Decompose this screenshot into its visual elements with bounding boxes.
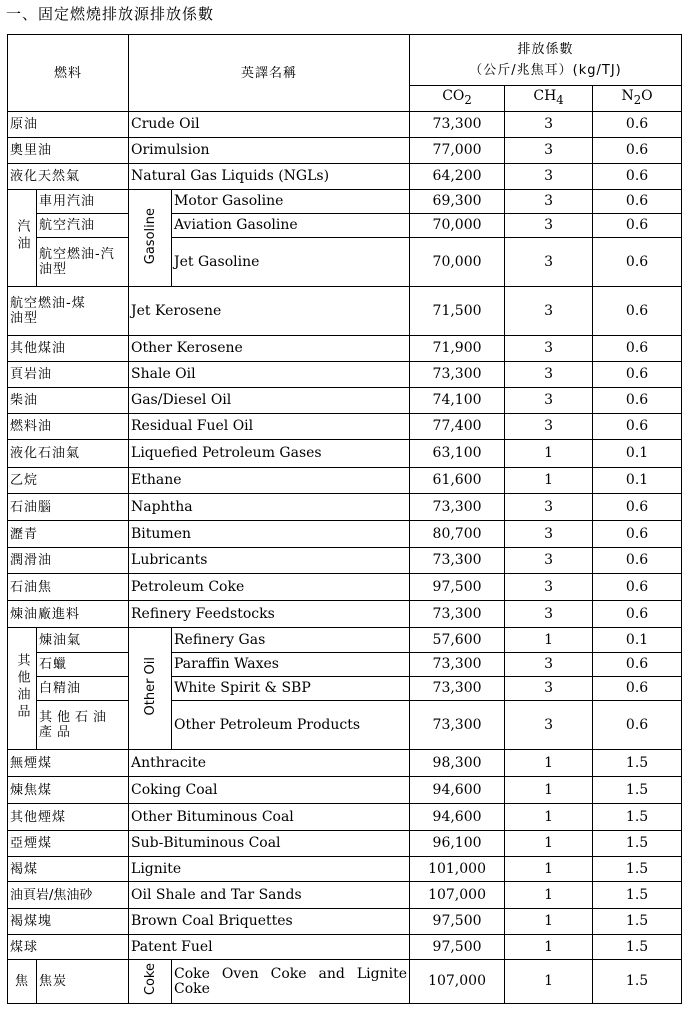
gas-diesel-co2-cell: 74,100 [410,388,505,414]
paraffin-waxes-co2-cell: 73,300 [410,653,505,677]
other-oil-group-en: Other Oil [129,628,172,750]
table-row [8,909,682,935]
gas-diesel-zh-cell: 柴油 [8,388,129,414]
table-row [8,882,682,909]
table-row [8,468,682,494]
patent-fuel-zh-cell: 煤球 [8,935,129,960]
english-name-header: 英譯名稱 [129,35,410,112]
table-row [8,701,682,750]
aviation-gasoline-en-cell: Aviation Gasoline [172,214,410,238]
jet-gasoline-n2o-cell: 0.6 [593,238,682,287]
header-row-1 [8,35,682,86]
table-row [8,601,682,628]
table-row [8,112,682,138]
shale-oil-co2-cell: 73,300 [410,362,505,388]
lubricants-co2-cell: 73,300 [410,548,505,574]
table-row [8,777,682,804]
table-row [8,628,682,653]
table-row [8,677,682,701]
orimulsion-n2o-cell: 0.6 [593,138,682,164]
coking-coal-ch4-cell: 1 [505,777,593,804]
table-row [8,548,682,574]
naphtha-en-cell: Naphtha [129,494,410,521]
ethane-co2-cell: 61,600 [410,468,505,494]
table-row [8,960,682,1004]
lubricants-en-cell: Lubricants [129,548,410,574]
table-row [8,935,682,960]
white-spirit-zh-cell: 白精油 [37,677,129,701]
white-spirit-n2o-cell: 0.6 [593,677,682,701]
patent-fuel-en-cell: Patent Fuel [129,935,410,960]
coke-group-en: Coke [129,960,172,1004]
table-row [8,164,682,190]
coke-oven-n2o-cell: 1.5 [593,960,682,1004]
oil-shale-co2-cell: 107,000 [410,882,505,909]
ethane-ch4-cell: 1 [505,468,593,494]
refinery-feedstocks-n2o-cell: 0.6 [593,601,682,628]
motor-gasoline-co2-cell: 69,300 [410,190,505,214]
other-bituminous-en-cell: Other Bituminous Coal [129,804,410,831]
table-row [8,414,682,440]
ch4-header: $CH_4$ [505,86,593,112]
table-row [8,190,682,214]
bitumen-en-cell: Bitumen [129,521,410,548]
gasoline-group-en: Gasoline [129,190,172,287]
gas-diesel-n2o-cell: 0.6 [593,388,682,414]
other-kerosene-co2-cell: 71,900 [410,336,505,362]
oil-shale-en-cell: Oil Shale and Tar Sands [129,882,410,909]
sub-bituminous-en-cell: Sub-Bituminous Coal [129,831,410,857]
crude-oil-ch4-cell: 3 [505,112,593,138]
orimulsion-ch4-cell: 3 [505,138,593,164]
other-kerosene-zh-cell: 其他煤油 [8,336,129,362]
ngl-n2o-cell: 0.6 [593,164,682,190]
naphtha-ch4-cell: 3 [505,494,593,521]
other-kerosene-ch4-cell: 3 [505,336,593,362]
other-bituminous-n2o-cell: 1.5 [593,804,682,831]
bitumen-zh-cell: 瀝青 [8,521,129,548]
paraffin-waxes-zh-cell: 石蠟 [37,653,129,677]
refinery-feedstocks-zh-cell: 煉油廠進料 [8,601,129,628]
sub-bituminous-zh-cell: 亞煙煤 [8,831,129,857]
aviation-gasoline-zh-cell: 航空汽油 [37,214,129,238]
refinery-feedstocks-ch4-cell: 3 [505,601,593,628]
jet-kerosene-co2-cell: 71,500 [410,287,505,336]
oil-shale-n2o-cell: 1.5 [593,882,682,909]
white-spirit-en-cell: White Spirit & SBP [172,677,410,701]
refinery-gas-n2o-cell: 0.1 [593,628,682,653]
sub-bituminous-ch4-cell: 1 [505,831,593,857]
other-oil-group-zh: 其他油品 [8,628,37,750]
anthracite-zh-cell: 無煙煤 [8,750,129,777]
fuel-header: 燃料 [8,35,129,112]
coke-oven-en-cell: Coke Oven Coke and Lignite Coke [172,960,410,1004]
white-spirit-co2-cell: 73,300 [410,677,505,701]
table-row [8,857,682,882]
lignite-ch4-cell: 1 [505,857,593,882]
oil-shale-zh-cell: 油頁岩/焦油砂 [8,882,129,909]
coke-group-zh: 焦 [8,960,37,1004]
crude-oil-en-cell: Crude Oil [129,112,410,138]
paraffin-waxes-ch4-cell: 3 [505,653,593,677]
patent-fuel-co2-cell: 97,500 [410,935,505,960]
orimulsion-zh-cell: 奧里油 [8,138,129,164]
emission-factor-unit: （公斤/兆焦耳）(kg/TJ) [469,63,622,78]
ethane-n2o-cell: 0.1 [593,468,682,494]
other-bituminous-co2-cell: 94,600 [410,804,505,831]
crude-oil-n2o-cell: 0.6 [593,112,682,138]
refinery-feedstocks-en-cell: Refinery Feedstocks [129,601,410,628]
naphtha-n2o-cell: 0.6 [593,494,682,521]
lpg-zh-cell: 液化石油氣 [8,440,129,468]
residual-fuel-en-cell: Residual Fuel Oil [129,414,410,440]
petroleum-coke-zh-cell: 石油焦 [8,574,129,601]
refinery-gas-en-cell: Refinery Gas [172,628,410,653]
other-bituminous-ch4-cell: 1 [505,804,593,831]
brown-coal-ch4-cell: 1 [505,909,593,935]
jet-kerosene-n2o-cell: 0.6 [593,287,682,336]
table-row [8,287,682,336]
orimulsion-co2-cell: 77,000 [410,138,505,164]
lpg-en-cell: Liquefied Petroleum Gases [129,440,410,468]
ngl-zh-cell: 液化天然氣 [8,164,129,190]
aviation-gasoline-co2-cell: 70,000 [410,214,505,238]
anthracite-en-cell: Anthracite [129,750,410,777]
lpg-co2-cell: 63,100 [410,440,505,468]
lubricants-zh-cell: 潤滑油 [8,548,129,574]
ngl-ch4-cell: 3 [505,164,593,190]
coke-oven-zh-cell: 焦炭 [37,960,129,1004]
section-heading: 一、固定燃燒排放源排放係數 [6,5,215,23]
anthracite-co2-cell: 98,300 [410,750,505,777]
crude-oil-co2-cell: 73,300 [410,112,505,138]
residual-fuel-ch4-cell: 3 [505,414,593,440]
jet-gasoline-co2-cell: 70,000 [410,238,505,287]
emission-factor-header [410,35,682,86]
bitumen-ch4-cell: 3 [505,521,593,548]
other-petroleum-zh-cell: 其他石油產品 [37,701,129,750]
refinery-gas-ch4-cell: 1 [505,628,593,653]
table-row [8,138,682,164]
other-petroleum-n2o-cell: 0.6 [593,701,682,750]
refinery-feedstocks-co2-cell: 73,300 [410,601,505,628]
sub-bituminous-co2-cell: 96,100 [410,831,505,857]
refinery-gas-co2-cell: 57,600 [410,628,505,653]
naphtha-co2-cell: 73,300 [410,494,505,521]
table-row [8,750,682,777]
residual-fuel-zh-cell: 燃料油 [8,414,129,440]
brown-coal-zh-cell: 褐煤塊 [8,909,129,935]
shale-oil-ch4-cell: 3 [505,362,593,388]
other-petroleum-ch4-cell: 3 [505,701,593,750]
other-petroleum-en-cell: Other Petroleum Products [172,701,410,750]
paraffin-waxes-en-cell: Paraffin Waxes [172,653,410,677]
table-row [8,831,682,857]
anthracite-ch4-cell: 1 [505,750,593,777]
brown-coal-n2o-cell: 1.5 [593,909,682,935]
ngl-en-cell: Natural Gas Liquids (NGLs) [129,164,410,190]
jet-kerosene-en-cell: Jet Kerosene [129,287,410,336]
table-row [8,574,682,601]
orimulsion-en-cell: Orimulsion [129,138,410,164]
aviation-gasoline-ch4-cell: 3 [505,214,593,238]
petroleum-coke-n2o-cell: 0.6 [593,574,682,601]
table-row [8,653,682,677]
sub-bituminous-n2o-cell: 1.5 [593,831,682,857]
other-kerosene-n2o-cell: 0.6 [593,336,682,362]
table-row [8,362,682,388]
petroleum-coke-co2-cell: 97,500 [410,574,505,601]
jet-kerosene-zh-cell: 航空燃油-煤油型 [8,287,129,336]
gasoline-group-zh: 汽油 [8,190,37,287]
co2-header: $CO_2$ [410,86,505,112]
lignite-n2o-cell: 1.5 [593,857,682,882]
bitumen-co2-cell: 80,700 [410,521,505,548]
patent-fuel-n2o-cell: 1.5 [593,935,682,960]
table-row [8,804,682,831]
petroleum-coke-en-cell: Petroleum Coke [129,574,410,601]
brown-coal-co2-cell: 97,500 [410,909,505,935]
oil-shale-ch4-cell: 1 [505,882,593,909]
n2o-header: $N_2O$ [593,86,682,112]
coking-coal-n2o-cell: 1.5 [593,777,682,804]
lignite-zh-cell: 褐煤 [8,857,129,882]
emission-factor-table [7,34,682,1004]
white-spirit-ch4-cell: 3 [505,677,593,701]
ethane-zh-cell: 乙烷 [8,468,129,494]
motor-gasoline-en-cell: Motor Gasoline [172,190,410,214]
coke-oven-co2-cell: 107,000 [410,960,505,1004]
table-row [8,336,682,362]
crude-oil-zh-cell: 原油 [8,112,129,138]
coking-coal-zh-cell: 煉焦煤 [8,777,129,804]
paraffin-waxes-n2o-cell: 0.6 [593,653,682,677]
motor-gasoline-ch4-cell: 3 [505,190,593,214]
residual-fuel-n2o-cell: 0.6 [593,414,682,440]
motor-gasoline-n2o-cell: 0.6 [593,190,682,214]
jet-gasoline-zh-cell: 航空燃油-汽油型 [37,238,129,287]
lubricants-n2o-cell: 0.6 [593,548,682,574]
petroleum-coke-ch4-cell: 3 [505,574,593,601]
shale-oil-en-cell: Shale Oil [129,362,410,388]
jet-gasoline-ch4-cell: 3 [505,238,593,287]
emission-factor-title: 排放係數 [517,42,574,57]
jet-kerosene-ch4-cell: 3 [505,287,593,336]
motor-gasoline-zh-cell: 車用汽油 [37,190,129,214]
lubricants-ch4-cell: 3 [505,548,593,574]
refinery-gas-zh-cell: 煉油氣 [37,628,129,653]
table-row [8,388,682,414]
patent-fuel-ch4-cell: 1 [505,935,593,960]
coking-coal-en-cell: Coking Coal [129,777,410,804]
bitumen-n2o-cell: 0.6 [593,521,682,548]
coke-oven-ch4-cell: 1 [505,960,593,1004]
lignite-en-cell: Lignite [129,857,410,882]
gas-diesel-ch4-cell: 3 [505,388,593,414]
shale-oil-n2o-cell: 0.6 [593,362,682,388]
lpg-ch4-cell: 1 [505,440,593,468]
table-row [8,214,682,238]
other-bituminous-zh-cell: 其他煙煤 [8,804,129,831]
brown-coal-en-cell: Brown Coal Briquettes [129,909,410,935]
table-row [8,494,682,521]
other-kerosene-en-cell: Other Kerosene [129,336,410,362]
naphtha-zh-cell: 石油腦 [8,494,129,521]
gas-diesel-en-cell: Gas/Diesel Oil [129,388,410,414]
ethane-en-cell: Ethane [129,468,410,494]
anthracite-n2o-cell: 1.5 [593,750,682,777]
lpg-n2o-cell: 0.1 [593,440,682,468]
table-row [8,521,682,548]
other-petroleum-co2-cell: 73,300 [410,701,505,750]
aviation-gasoline-n2o-cell: 0.6 [593,214,682,238]
residual-fuel-co2-cell: 77,400 [410,414,505,440]
lignite-co2-cell: 101,000 [410,857,505,882]
jet-gasoline-en-cell: Jet Gasoline [172,238,410,287]
ngl-co2-cell: 64,200 [410,164,505,190]
shale-oil-zh-cell: 頁岩油 [8,362,129,388]
coking-coal-co2-cell: 94,600 [410,777,505,804]
table-row [8,238,682,287]
table-row [8,440,682,468]
